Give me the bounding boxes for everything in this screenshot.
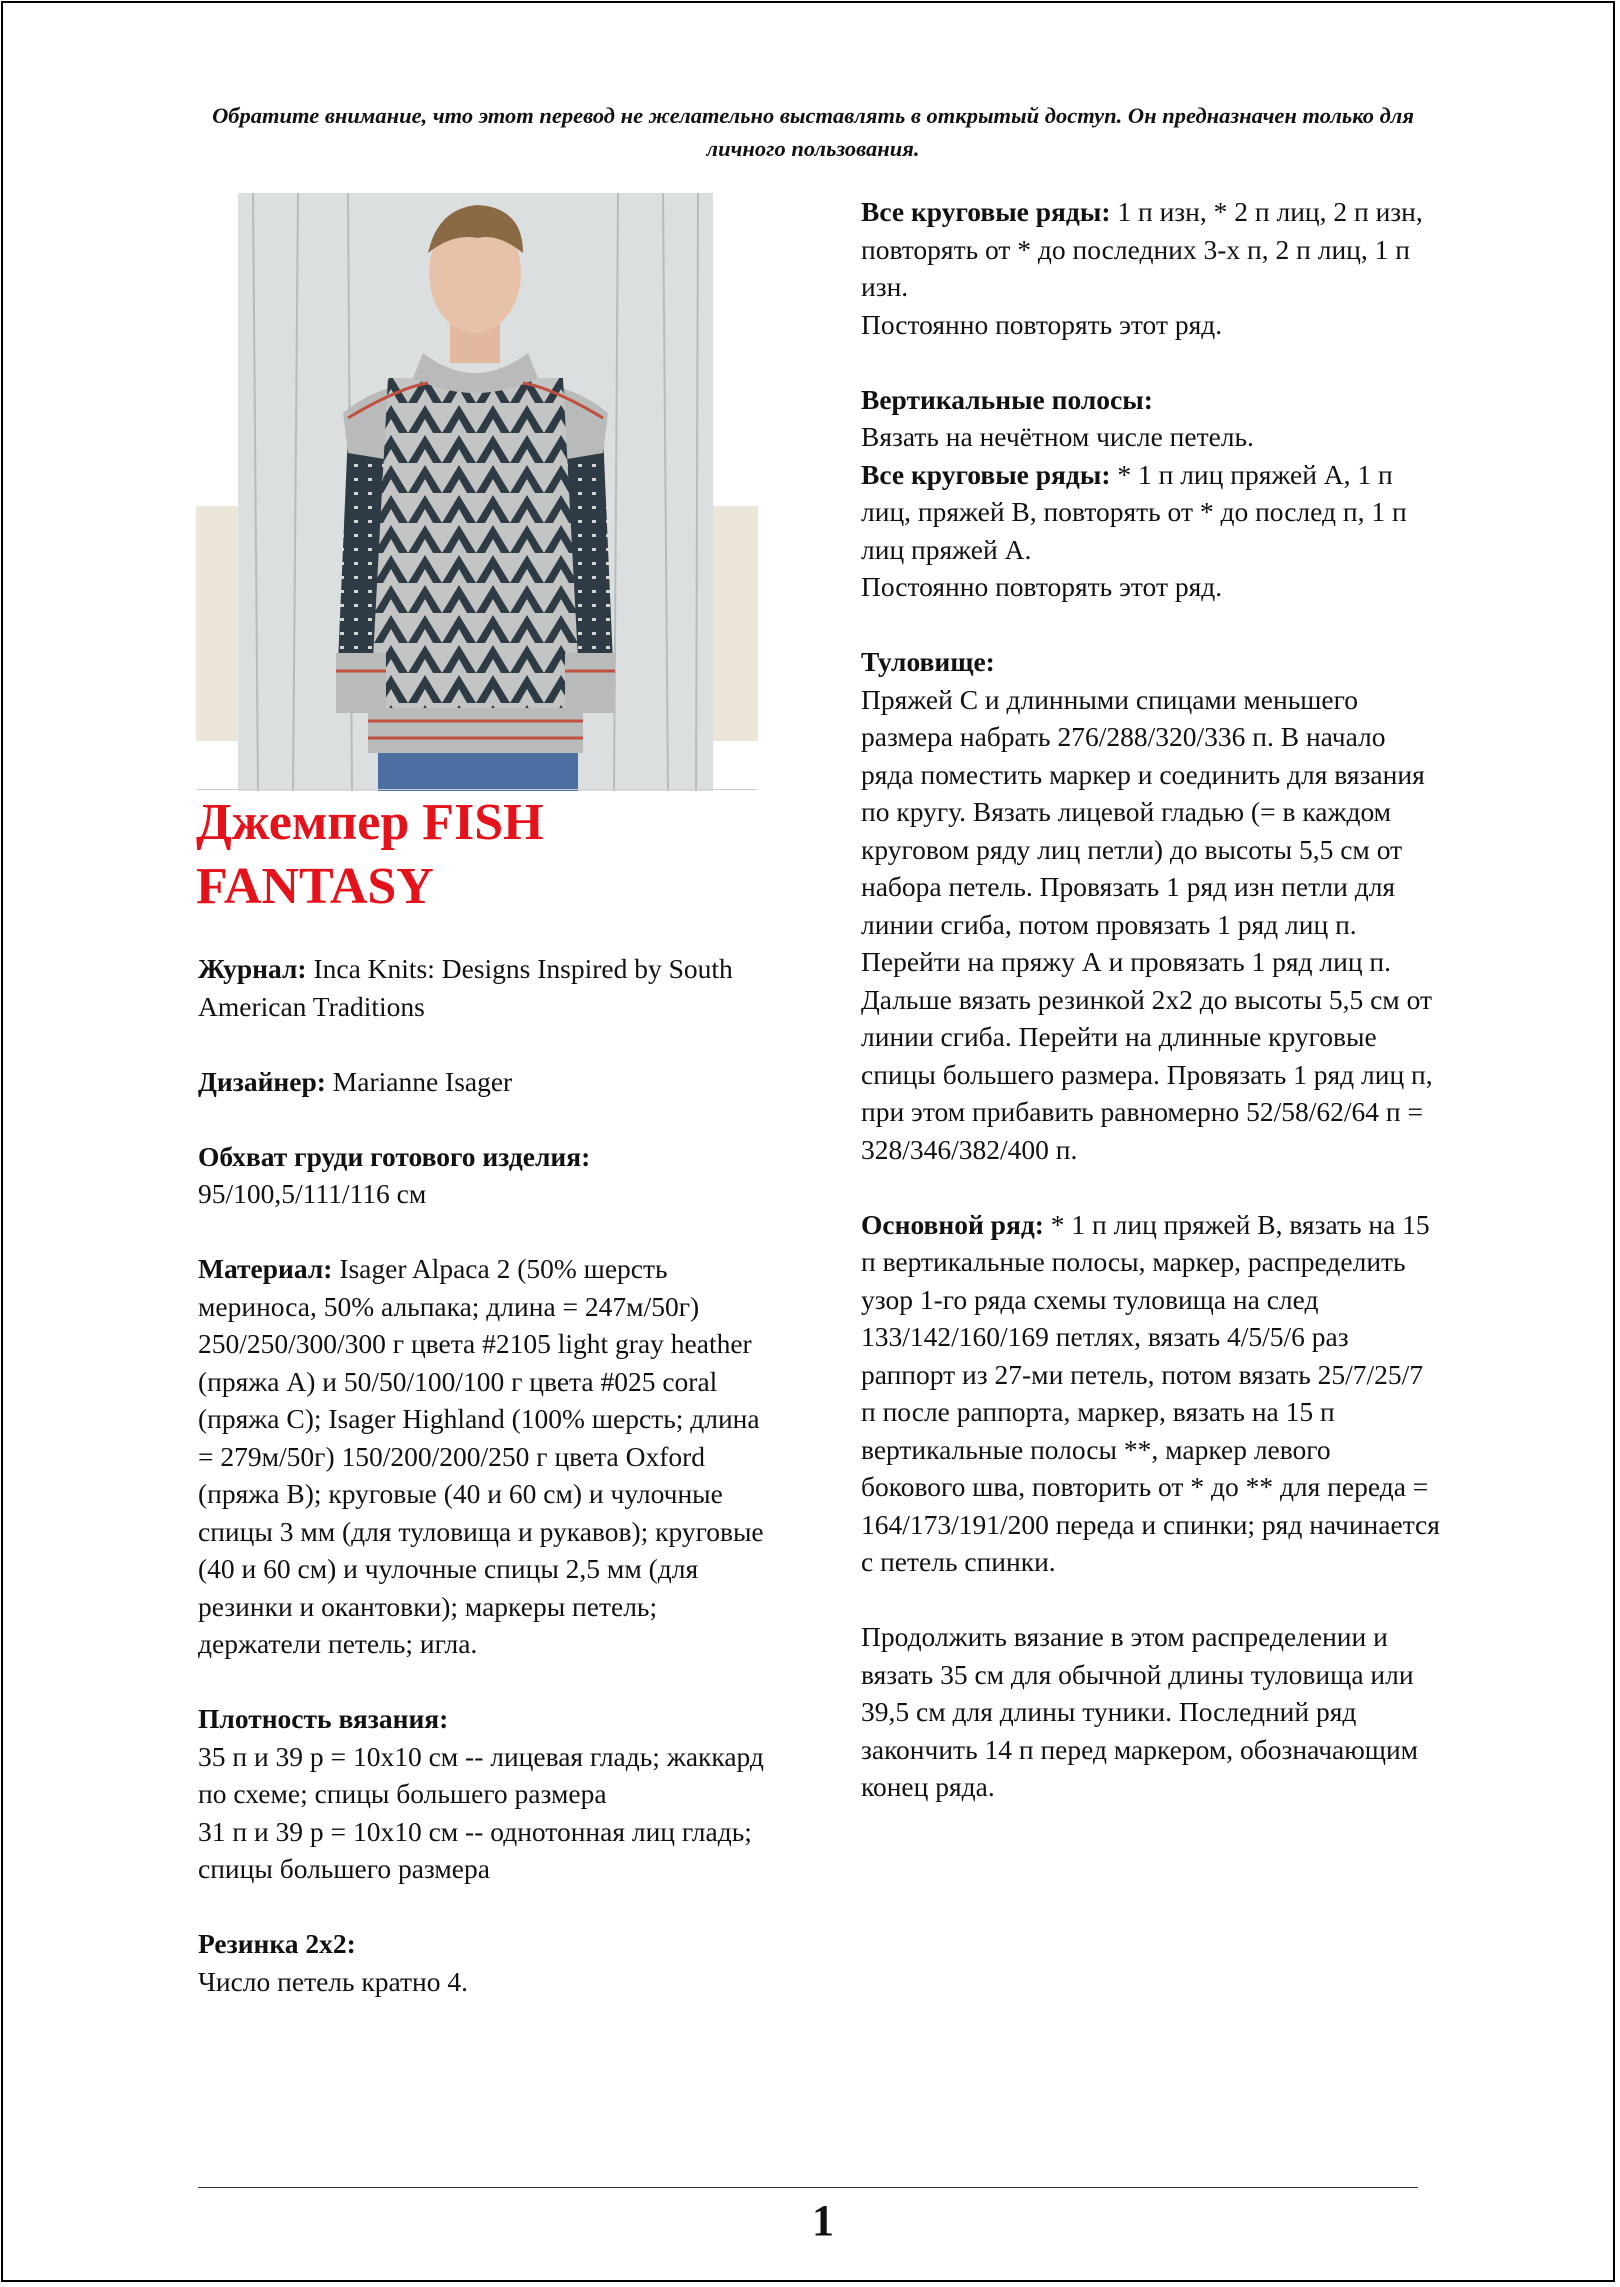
body-info: Туловище: Пряжей С и длинными спицами меньшего размера набрать 276/288/320/336 п. В начало ряда поместить маркер и соединить для вязания по кругу. Вязать лицевой гладью (= в каждом круговом ряду лиц петли) до высоты 5,5 см от набора петель. Провязать 1 ряд изн петли для линии сгиба, потом провязать 1 ряд лиц п. Перейти на пряжу А и провязать 1 ряд лиц п. Дальше вязать резинкой 2х2 до высоты 5,5 см от линии сгиба. Перейти на длинные круговые спицы большего размера. Провязать 1 ряд лиц п, при этом прибавить равномерно 52/58/62/64 п = 328/346/382/400 п. [861, 646, 1433, 1165]
page-number: 1 [812, 2196, 834, 2245]
main-row-info: Основной ряд: * 1 п лиц пряжей В, вязать на 15 п вертикальные полосы, маркер, распределить узор 1-го ряда схемы туловища на след 133/142/160/169 петлях, вязать 4/5/5/6 раз раппорт из 27-ми петель, потом вязать 25/7/25/7 п после раппорта, маркер, вязать на 15 п вертикальные полосы **, маркер левого бокового шва, повторить от * до ** для переда = 164/173/191/200 переда и спинки; ряд начинается с петель спинки. [861, 1208, 1440, 1577]
gauge-info: Плотность вязания: 35 п и 39 р = 10х10 см -- лицевая гладь; жаккард по схеме; спицы большего размера 31 п и 39 р = 10х10 см -- однотонная лиц гладь; спицы большего размера [198, 1703, 764, 1884]
material-info: Материал: Isager Alpaca 2 (50% шерсть мериноса, 50% альпака; длина = 247м/50г) 250/250/300/300 г цвета #2105 light gray heather (пряжа А) и 50/50/100/100 г цвета #025 coral (пряжа С); Isager Highland (100% шерсть; длина = 279м/50г) 150/200/200/250 г цвета Oxford (пряжа В); круговые (40 и 60 см) и чулочные спицы 3 мм (для туловища и рукавов); круговые (40 и 60 см) и чулочные спицы 2,5 мм (для резинки и окантовки); маркеры петель; держатели петель; игла. [198, 1253, 764, 1659]
sweater-model-image [238, 193, 713, 791]
rib-info: Резинка 2х2: Число петель кратно 4. [198, 1928, 469, 1997]
left-column [198, 950, 778, 2038]
document-page [1, 1, 1615, 2282]
notice-text: Обратите внимание, что этот перевод не желательно выставлять в открытый доступ. Он предназначен только для личного пользования. [212, 103, 1414, 161]
continue-info: Продолжить вязание в этом распределении и вязать 35 см для обычной длины туловища или 39,5 см для длины туники. Последний ряд закончить 14 п перед маркером, обозначающим конец ряда. [861, 1621, 1419, 1802]
page-title: Джемпер FISH FANTASY [196, 794, 544, 915]
stripes-info: Вертикальные полосы: Вязать на нечётном числе петель. Все круговые ряды: * 1 п лиц пряжей А, 1 п лиц, пряжей В, повторять от * до послед п, 1 п лиц пряжей А. Постоянно повторять этот ряд. [861, 383, 1407, 602]
right-column [861, 193, 1441, 1843]
photo-divider [196, 789, 758, 790]
footer-divider [198, 2187, 1418, 2188]
rib-rounds-info: Все круговые ряды: 1 п изн, * 2 п лиц, 2 п изн, повторять от * до последних 3-х п, 2 п лиц, 1 п изн. Постоянно повторять этот ряд. [861, 196, 1423, 340]
product-photo [196, 193, 758, 791]
designer-info: Дизайнер: Marianne Isager [198, 1065, 513, 1097]
chest-size-info: Обхват груди готового изделия: 95/100,5/111/116 см [198, 1140, 591, 1209]
magazine-info: Журнал: Inca Knits: Designs Inspired by South American Traditions [198, 953, 733, 1022]
